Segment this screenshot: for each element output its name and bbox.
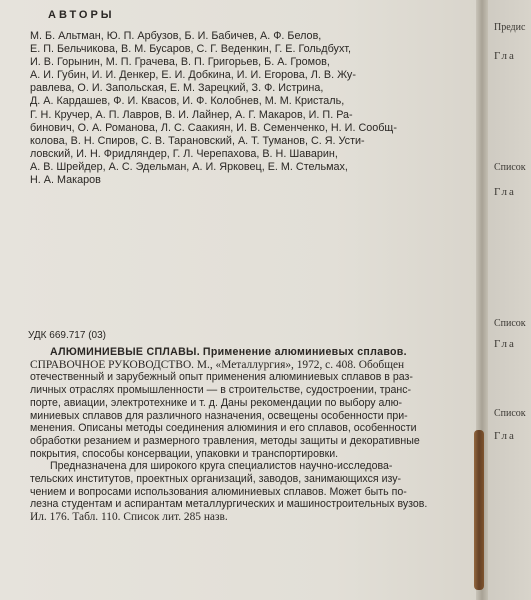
authors-list — [30, 30, 468, 187]
authors-line: бинович, О. А. Романова, Л. С. Саакиян, И. В. Семенченко, Н. И. Сообщ- — [30, 121, 397, 134]
authors-line: И. В. Горынин, М. П. Грачева, В. П. Григорьев, Б. А. Громов, — [30, 56, 330, 69]
adjacent-page-word: Гла — [494, 50, 516, 62]
adjacent-page-edge — [488, 0, 531, 600]
authors-heading: АВТОРЫ — [48, 9, 115, 21]
abstract-line: тельских институтов, проектных организаций, заводов, занимающихся изу- — [30, 473, 402, 486]
abstract-line: покрытия, способы консервации, упаковки и транспортировки. — [30, 447, 339, 460]
binding-mark — [474, 430, 484, 590]
adjacent-page-word: Список — [494, 318, 526, 329]
authors-line: равлева, О. И. Запольская, Е. М. Зарецкий, З. Ф. Истрина, — [30, 82, 324, 95]
authors-line: Е. П. Бельчикова, В. М. Бусаров, С. Г. Веденкин, Г. Е. Гольдбухт, — [30, 43, 351, 56]
adjacent-page-word: Список — [494, 408, 526, 419]
abstract-line: лезна студентам и аспирантам металлургических и машиностроительных вузов. — [30, 498, 428, 511]
authors-line: колова, В. Н. Спиров, С. В. Тарановский, А. Т. Туманов, С. Я. Усти- — [30, 134, 365, 147]
adjacent-page-word: Предис — [494, 22, 526, 33]
authors-line: Д. А. Кардашев, Ф. И. Квасов, И. Ф. Колобнев, М. М. Кристаль, — [30, 95, 345, 108]
authors-line: М. Б. Альтман, Ю. П. Арбузов, Б. И. Бабичев, А. Ф. Белов, — [30, 30, 322, 42]
book-title: АЛЮМИНИЕВЫЕ СПЛАВЫ. — [50, 346, 200, 358]
abstract-line: Ил. 176. Табл. 110. Список лит. 285 назв. — [30, 511, 228, 524]
authors-line: А. И. Губин, И. И. Денкер, Е. И. Добкина, И. И. Егорова, Л. В. Жу- — [30, 69, 356, 82]
abstract-line: отечественный и зарубежный опыт применения алюминиевых сплавов в раз- — [30, 371, 413, 384]
adjacent-page-word: Гла — [494, 430, 516, 442]
book-subtitle: Применение алюминиевых сплавов. — [202, 346, 407, 358]
abstract-line: миниевых сплавов для различного назначения, освещены особенности при- — [30, 409, 408, 422]
abstract-line: чением и вопросами использования алюминиевых сплавов. Может быть по- — [30, 485, 407, 498]
authors-line: Н. А. Макаров — [30, 174, 101, 187]
abstract-line: обработки резанием и размерного травления, методы защиты и декоративные — [30, 434, 420, 447]
adjacent-page-word: Гла — [494, 186, 516, 198]
authors-line: Г. Н. Кручер, А. П. Лавров, В. И. Лайнер, А. Г. Макаров, И. П. Ра- — [30, 108, 353, 121]
abstract — [30, 346, 476, 524]
authors-line: А. В. Шрейдер, А. С. Эдельман, А. И. Ярковец, Е. М. Стельмах, — [30, 160, 348, 173]
abstract-title-line — [30, 346, 476, 359]
abstract-line: СПРАВОЧНОЕ РУКОВОДСТВО. М., «Металлургия», 1972, с. 408. Обобщен — [30, 358, 405, 371]
abstract-line: менения. Описаны методы соединения алюминия и его сплавов, особенности — [30, 422, 417, 435]
abstract-line: порте, авиации, электротехнике и т. д. Даны рекомендации по выбору алю- — [30, 396, 403, 409]
abstract-line: Предназначена для широкого круга специалистов научно-исследова- — [50, 460, 393, 473]
abstract-line: личных отраслях промышленности — в строительстве, судостроении, транс- — [30, 384, 412, 397]
adjacent-page-word: Список — [494, 162, 526, 173]
udc-code: УДК 669.717 (03) — [28, 330, 106, 341]
adjacent-page-word: Гла — [494, 338, 516, 350]
authors-line: ловский, И. Н. Фридляндер, Г. Л. Черепахова, В. Н. Шаварин, — [30, 147, 338, 160]
